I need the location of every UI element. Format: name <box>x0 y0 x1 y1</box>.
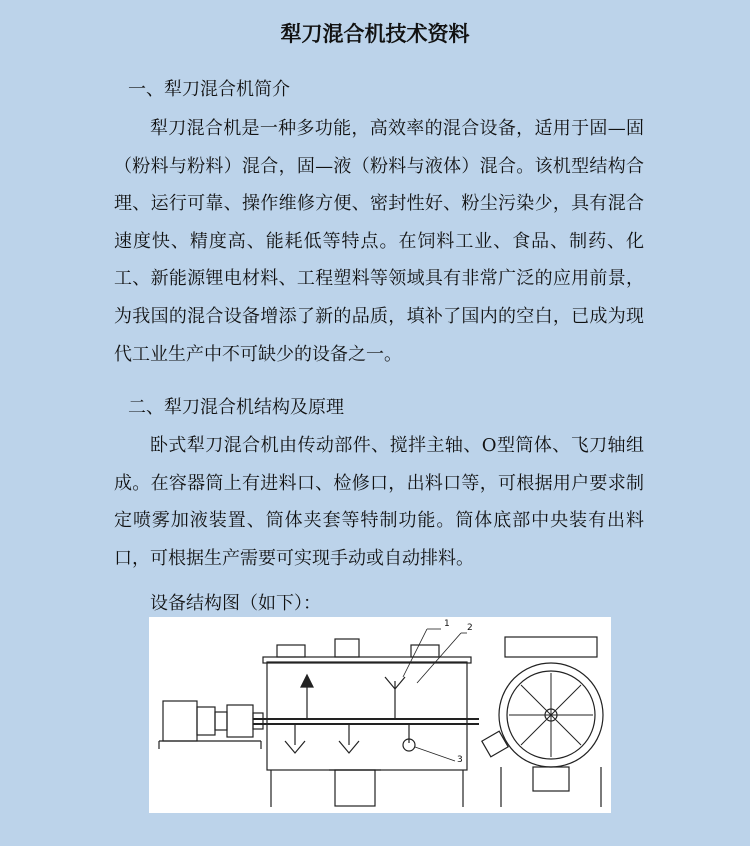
mixer-barrel <box>267 662 467 770</box>
section2-heading: 二、犁刀混合机结构及原理 <box>128 397 344 418</box>
figure-label-3: 3 <box>457 755 463 765</box>
motor-shape <box>163 701 197 741</box>
section1-heading: 一、犁刀混合机简介 <box>128 79 290 100</box>
inlet-port <box>277 645 305 657</box>
figure-label-1: 1 <box>444 619 450 629</box>
figure-label-2: 2 <box>467 623 473 633</box>
discharge-port <box>335 770 375 806</box>
equipment-structure-diagram <box>149 617 611 813</box>
section2-paragraph: 卧式犁刀混合机由传动部件、搅拌主轴、O型筒体、飞刀轴组成。在容器筒上有进料口、检修口，出料口等，可根据用户要求制定喷雾加液装置、筒体夹套等特制功能。筒体底部中央装有出料口，可根据生产需要可实现手动或自动排料。 <box>114 435 644 569</box>
end-view-top <box>505 637 597 657</box>
section1-paragraph: 犁刀混合机是一种多功能，高效率的混合设备，适用于固—固（粉料与粉料）混合，固—液（粉料与液体）混合。该机型结构合理、运行可靠、操作维修方便、密封性好、粉尘污染少，具有混合速度快、精度高、能耗低等特点。在饲料工业、食品、制药、化工、新能源锂电材料、工程塑料等领域具有非常广泛的应用前景，为我国的混合设备增添了新的品质，填补了国内的空白，已成为现代工业生产中不可缺少的设备之一。 <box>114 118 644 365</box>
figure-caption: 设备结构图（如下）： <box>150 593 321 614</box>
document-title: 犁刀混合机技术资料 <box>280 22 470 46</box>
